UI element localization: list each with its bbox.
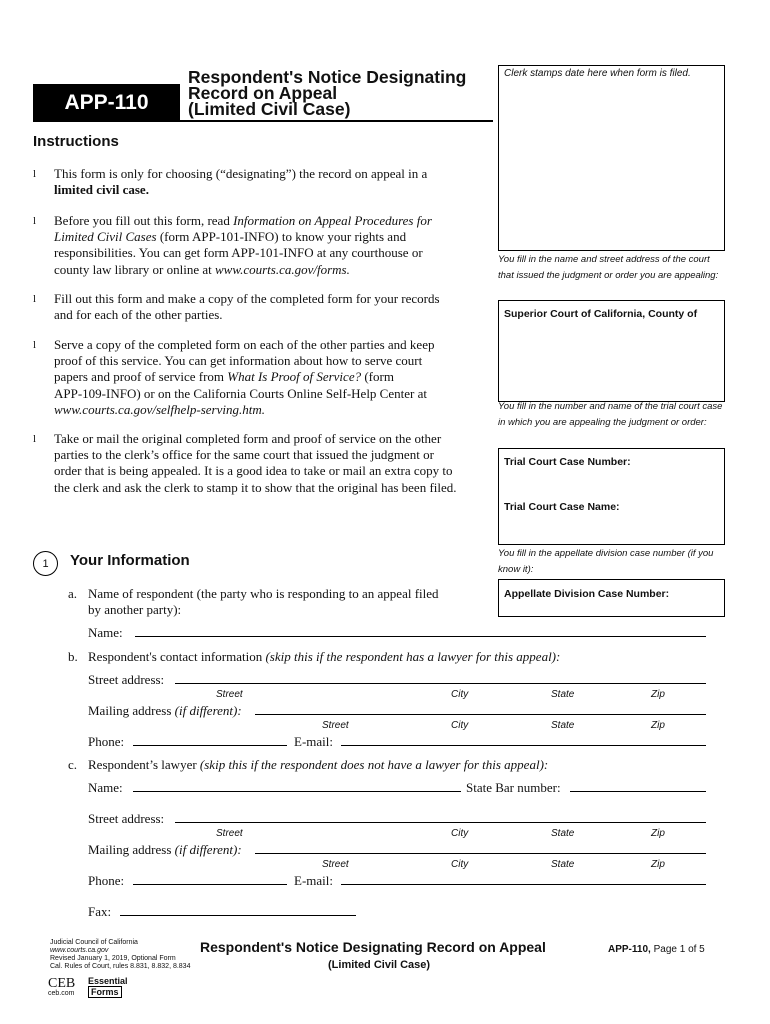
title-line-1: Respondent's Notice Designating [188,67,467,87]
title-line-2: Record on Appeal [188,83,338,103]
section-title: Your Information [70,552,190,569]
mailing-note: (if different): [174,703,242,718]
caption-street: Street [322,720,349,731]
appellate-box[interactable] [498,579,725,617]
caption-state: State [551,859,575,870]
lawyer-mailing-label [88,842,242,858]
lawyer-name-label: Name: [88,780,123,795]
footer-info [50,939,190,971]
ceb-logo-text: CEB [48,976,76,991]
instruction-2 [54,213,489,278]
instruction-text: papers and proof of service from [54,369,228,385]
caption-street: Street [322,859,349,870]
court-note: You fill in the name and street address of the court that issued the judgment or order you are appealing: [498,254,719,281]
section-number-badge [33,551,58,576]
caption-city: City [451,828,469,839]
caption-state: State [551,828,575,839]
item-b-text [88,649,560,665]
essential-forms-text: Essential [88,976,128,986]
item-c-note: (skip this if the respondent does not have a lawyer for this appeal): [199,757,549,772]
ceb-logo [48,977,75,998]
instruction-text: order that is being appealed. It is a good idea to take or mail an extra copy to [54,463,453,479]
instruction-text: responsibilities. You can get form APP-101-INFO at any courthouse or [54,245,423,261]
instruction-4 [54,337,489,418]
clerk-stamp-box[interactable] [498,65,725,251]
instruction-text: This form is only for choosing (“designating”) the record on appeal in a [54,166,428,181]
instruction-text: parties to the clerk’s office for the same court that issued the judgment or [54,447,434,463]
item-b-note: (skip this if the respondent has a lawyer for this appeal): [265,649,561,664]
trial-box[interactable] [498,448,725,545]
clerk-stamp-label: Clerk stamps date here when form is filed. [504,68,691,79]
item-c-text [88,757,548,773]
bullet: l [33,339,37,351]
mailing-note: (if different): [174,842,242,857]
header-rule [33,120,493,122]
email-field[interactable] [341,745,706,746]
phone-field[interactable] [133,745,287,746]
name-label: Name: [88,625,123,640]
instruction-text: the clerk and ask the clerk to stamp it to show that the original has been filed. [54,479,457,495]
trial-case-number-label: Trial Court Case Number: [504,456,631,468]
item-b-letter: b. [68,649,78,664]
footer-title: Respondent's Notice Designating Record on Appeal [200,939,546,955]
instruction-text: Information on Appeal Procedures for [233,213,432,228]
form-title [188,69,488,117]
instruction-text: www.courts.ca.gov/forms. [215,261,350,277]
fax-field[interactable] [120,915,356,916]
court-box-label: Superior Court of California, County of [504,308,698,320]
instruction-text: What Is Proof of Service? [227,369,362,385]
instruction-text: and for each of the other parties. [54,307,223,323]
caption-city: City [451,859,469,870]
caption-zip: Zip [651,859,665,870]
form-number: APP-110 [64,90,149,114]
bullet: l [33,215,37,227]
caption-state: State [551,689,575,700]
caption-state: State [551,720,575,731]
item-a-letter: a. [68,586,78,601]
footer-subtitle: (Limited Civil Case) [328,959,431,971]
bullet: l [33,433,37,445]
instruction-text: Take or mail the original completed form and proof of service on the other [54,431,442,446]
instruction-5 [54,431,489,496]
item-c-letter: c. [68,757,78,772]
mailing-label: Mailing address [88,703,175,718]
street-address-field[interactable] [175,683,706,684]
email-label: E-mail: [294,734,333,749]
caption-zip: Zip [651,828,665,839]
bullet: l [33,293,37,305]
item-b-label: Respondent's contact information [88,649,266,664]
instruction-text: Serve a copy of the completed form on each of the other parties and keep [54,337,435,352]
section-number: 1 [42,557,49,570]
instruction-text: Before you fill out this form, read [54,213,234,228]
item-c-label: Respondent’s lawyer [88,757,200,772]
mailing-address-label [88,703,242,719]
court-box[interactable] [498,300,725,402]
lawyer-phone-label: Phone: [88,873,125,888]
caption-city: City [451,689,469,700]
item-a-text: Name of respondent (the party who is responding to an appeal filed [88,586,439,601]
instruction-text: county law library or online at [54,261,216,277]
mailing-label: Mailing address [88,842,175,857]
footer-council: Judicial Council of California [50,939,138,946]
instruction-text: limited civil case. [54,182,149,198]
trial-note: You fill in the number and name of the trial court case in which you are appealing the judgment or order: [498,401,723,428]
footer-rules: Cal. Rules of Court, rules 8.831, 8.832, 8.834 [50,963,191,970]
appellate-case-number-label: Appellate Division Case Number: [504,588,670,600]
item-a-text: by another party): [88,602,182,617]
instruction-text: proof of this service. You can get information about how to serve court [54,353,423,369]
instruction-text: APP-109-INFO) or on the California Courts Online Self-Help Center at [54,385,427,401]
footer-form-number: APP-110, [608,944,651,955]
state-bar-label: State Bar number: [466,780,561,795]
caption-street: Street [216,689,243,700]
fax-label: Fax: [88,904,112,919]
ceb-logo-sub: ceb.com [48,990,75,997]
caption-street: Street [216,828,243,839]
footer-page-number: Page 1 of 5 [653,944,705,955]
instruction-text: Fill out this form and make a copy of the completed form for your records [54,291,440,306]
essential-forms-logo [88,976,128,998]
title-line-3: (Limited Civil Case) [188,99,351,119]
state-bar-field[interactable] [570,791,706,792]
instruction-text: Limited Civil Cases [54,229,157,245]
instruction-3 [54,291,489,323]
bullet: l [33,168,37,180]
lawyer-name-field[interactable] [133,791,461,792]
trial-case-name-label: Trial Court Case Name: [504,501,620,513]
form-number-badge [33,84,180,121]
lawyer-mailing-field[interactable] [255,853,706,854]
footer-website[interactable]: www.courts.ca.gov [50,947,109,954]
footer-revised: Revised January 1, 2019, Optional Form [50,955,176,962]
lawyer-phone-field[interactable] [133,884,287,885]
lawyer-email-field[interactable] [341,884,706,885]
mailing-address-field[interactable] [255,714,706,715]
instruction-text: (form [361,369,394,385]
phone-label: Phone: [88,734,125,749]
instruction-text: www.courts.ca.gov/selfhelp-serving.htm. [54,401,265,417]
instruction-text: (form APP-101-INFO) to know your rights and [156,229,407,245]
lawyer-email-label: E-mail: [294,873,333,888]
instruction-1 [54,166,489,198]
essential-forms-text: Forms [88,986,122,998]
footer-page [608,944,705,955]
caption-city: City [451,720,469,731]
street-address-label: Street address: [88,672,165,687]
caption-zip: Zip [651,720,665,731]
respondent-name-field[interactable] [135,636,706,637]
instructions-heading: Instructions [33,133,119,150]
appellate-note: You fill in the appellate division case number (if you know it): [498,548,714,575]
lawyer-street-field[interactable] [175,822,706,823]
caption-zip: Zip [651,689,665,700]
lawyer-street-label: Street address: [88,811,165,826]
